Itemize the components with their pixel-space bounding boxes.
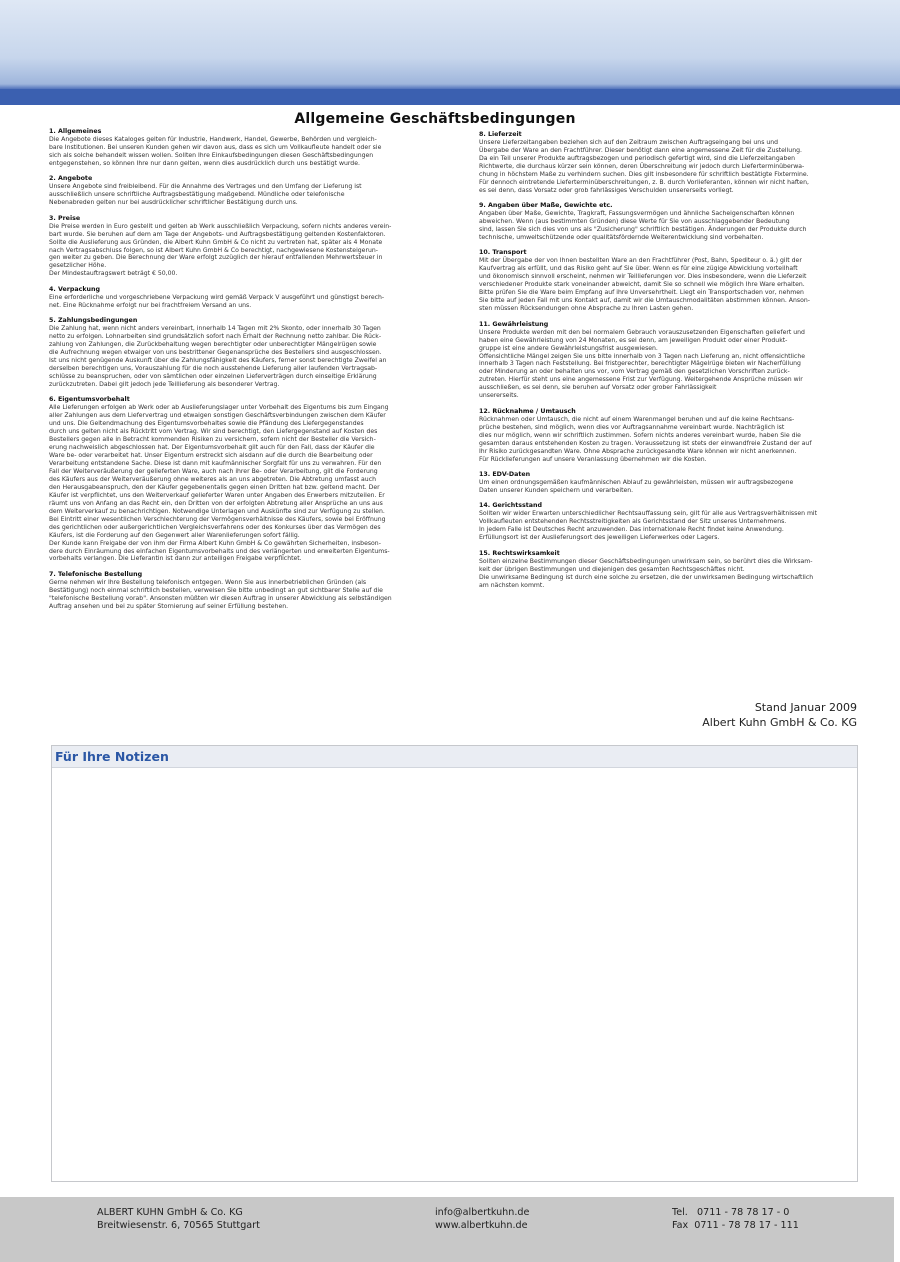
section-body: Die Zahlung hat, wenn nicht anders vereinbart, innerhalb 14 Tagen mit 2% Skonto, oder innerhalb 30 Tagen netto zu erfolgen. Lohnarbeiten sind grundsätzlich sofort nach Erhalt der Rechnung netto zahlbar. Die Rück- zahlung von Zahlungen, die Zurückbehaltung wegen berechtigter oder unberechtigter Mängelrügen sowie die Aufrechnung wegen etwaiger von uns bestrittener Gegenansprüche des Bestellers sind ausgeschlossen. Ist uns nicht genügende Auskunft über die Zahlungsfähigkeit des Käufers, ferner sonst berechtigte Zweifel an derselben berechtigen uns, Vorauszahlung für die noch ausstehende Lieferung aller laufenden Vertragsab- schlüsse zu beanspruchen, oder von sämtlichen oder einzelnen Lieferverträgen durch einseitige Erklärung zurückzutreten. Dabei gilt jedoch jede Teillieferung als besonderer Vertrag. bbox=[49, 325, 387, 388]
section-body: Unsere Lieferzeitangaben beziehen sich auf den Zeitraum zwischen Auftragseingang bei uns und Übergabe der Ware an den Frachtführer. Dieser benötigt dann eine angemessene Zeit für die Zustellung. Da ein Teil unserer Produkte auftragsbezogen und periodisch gefertigt wird, sind die Lieferzeitangaben Richtwerte, die durchaus kürzer sein können, deren Überschreitung wir jedoch durch Lieferterminüberwa- chung in höchstem Maße zu verhindern suchen. Dies gilt insbesondere für schriftlich bestätigte Fixtermine. Für dennoch eintretende Lieferterminüberschreitungen, z. B. durch Vorlieferanten, können wir nicht haften, es sei denn, dass Vorsatz oder grob fahrlässiges Verschulden unsererseits vorliegt. bbox=[479, 139, 809, 194]
terms-section bbox=[479, 202, 871, 242]
footer-edge bbox=[894, 1197, 900, 1262]
section-body: Die Preise werden in Euro gestellt und gelten ab Werk ausschließlich Verpackung, sofern nichts anderes verein- bart wurde. Sie beruhen auf dem am Tage der Angebots- und Auftragsbestätigung geltenden Kostenfaktoren. Sollte die Auslieferung aus Gründen, die Albert Kuhn GmbH & Co nicht zu vertreten hat, später als 4 Monate nach Vertragsabschluss folgen, so ist Albert Kuhn GmbH & Co berechtigt, nachgewiesene Kostensteigerun- gen weiter zu geben. Die Berechnung der Ware erfolgt zuzüglich der hierauf entfallenden Mehrwertsteuer in gesetzlicher Höhe. Der Mindestauftragswert beträgt € 50,00. bbox=[49, 222, 392, 278]
footer-web[interactable]: www.albertkuhn.de bbox=[435, 1220, 528, 1231]
section-heading: 2. Angebote bbox=[49, 175, 93, 183]
terms-section bbox=[479, 550, 871, 590]
footer-address: Breitwiesenstr. 6, 70565 Stuttgart bbox=[97, 1220, 260, 1231]
terms-section bbox=[479, 131, 871, 195]
header-band bbox=[0, 0, 900, 105]
section-body: Rücknahmen oder Umtausch, die nicht auf einem Warenmangel beruhen und auf die keine Rechtsans- prüche bestehen, sind möglich, wenn dies vor Auftragsannahme vereinbart wurde. Nachträglich ist dies nur möglich, wenn wir schriftlich zustimmen. Sofern nichts anderes vereinbart wurde, haben Sie die gesamten daraus entstehenden Kosten zu tragen. Voraussetzung ist stets der einwandfreie Zustand der auf Ihr Risiko zurückgesandten Ware. Ohne Absprache zurückgesandte Ware können wir nicht anerkennen. Für Rücklieferungen auf unsere Veranlassung übernehmen wir die Kosten. bbox=[479, 415, 812, 463]
terms-section bbox=[479, 321, 871, 401]
section-heading: 12. Rücknahme / Umtausch bbox=[479, 407, 576, 415]
section-body: Um einen ordnungsgemäßen kaufmännischen Ablauf zu gewährleisten, müssen wir auftragsbezogene Daten unserer Kunden speichern und verarbeiten. bbox=[479, 478, 794, 494]
footer-company: ALBERT KUHN GmbH & Co. KG bbox=[97, 1207, 243, 1218]
section-heading: 11. Gewährleistung bbox=[479, 320, 549, 328]
section-body: Sollten wir wider Erwarten unterschiedlicher Rechtsauffassung sein, gilt für alle aus Vertragsverhältnissen mit Vollkaufleuten entstehenden Rechtsstreitigkeiten als Gerichtsstand der Sitz unseres Unternehmens. In jedem Falle ist Deutsches Recht anzuwenden. Das internationale Recht findet keine Anwendung. Erfüllungsort ist der Auslieferungsort des jeweiligen Lieferwerkes oder Lagers. bbox=[479, 510, 818, 542]
stand-block bbox=[702, 700, 857, 730]
stand-company: Albert Kuhn GmbH & Co. KG bbox=[702, 716, 857, 729]
terms-column-right bbox=[479, 131, 871, 597]
section-body: Mit der Übergabe der von Ihnen bestellten Ware an den Frachtführer (Post, Bahn, Spediteur o. ä.) gilt der Kaufvertrag als erfüllt, und das Risiko geht auf Sie über. Wenn es für eine zügige Abwicklung vorteilhaft und ökonomisch sinnvoll erscheint, nehmen wir Teillieferungen vor. Dies insbesondere, wenn die Lieferzeit verschiedener Produkte stark voneinander abweicht, damit Sie so schnell wie möglich Ihre Ware erhalten. Bitte prüfen Sie die Ware beim Empfang auf ihre Unversehrtheit. Liegt ein Transportschaden vor, nehmen Sie bitte auf jeden Fall mit uns Kontakt auf, damit wir die Umtauschmodalitäten abstimmen können. Anson- sten müssen Rücksendungen ohne Absprache zu Ihren Lasten gehen. bbox=[479, 257, 810, 313]
section-heading: 1. Allgemeines bbox=[49, 128, 102, 135]
footer-address-block bbox=[97, 1206, 260, 1232]
footer bbox=[0, 1197, 894, 1262]
terms-section bbox=[479, 408, 871, 464]
stand-date: Stand Januar 2009 bbox=[754, 701, 857, 714]
section-body: Gerne nehmen wir Ihre Bestellung telefonisch entgegen. Wenn Sie aus innerbetrieblichen Gründen (als Bestätigung) noch einmal schriftlich bestellen, verweisen Sie bitte unbedingt an gut sichtbarer Stelle auf die "telefonische Bestellung vorab". Ansonsten müßten wir diesen Auftrag in unserer Abwicklung als selbständigen Auftrag ansehen und bei zu später Stornierung auf seiner Erfüllung bestehen. bbox=[49, 578, 392, 610]
terms-section bbox=[49, 215, 441, 279]
section-heading: 7. Telefonische Bestellung bbox=[49, 570, 143, 578]
terms-section bbox=[49, 396, 441, 563]
notes-area[interactable] bbox=[51, 745, 858, 1182]
section-heading: 10. Transport bbox=[479, 249, 527, 257]
section-body: Sollten einzelne Bestimmungen dieser Geschäftsbedingungen unwirksam sein, so berührt dies die Wirksam- keit der übrigen Bestimmungen und diejenigen des gesamten Rechtsgeschäftes nicht. Die unwirksame Bedingung ist durch eine solche zu ersetzen, die der unwirksamen Bedingung wirtschaftlich am nächsten kommt. bbox=[479, 557, 814, 589]
section-heading: 8. Lieferzeit bbox=[479, 131, 522, 138]
section-heading: 9. Angaben über Maße, Gewichte etc. bbox=[479, 202, 613, 210]
section-body: Unsere Angebote sind freibleibend. Für die Annahme des Vertrages und den Umfang der Lieferung ist ausschließlich unsere schriftliche Auftragsbestätigung maßgebend. Mündliche oder telefonische Nebenabreden gelten nur bei ausdrücklicher schriftlicher Bestätigung durch uns. bbox=[49, 183, 362, 207]
page-title: Allgemeine Geschäftsbedingungen bbox=[294, 111, 576, 127]
section-heading: 3. Preise bbox=[49, 214, 81, 222]
section-body: Alle Lieferungen erfolgen ab Werk oder ab Auslieferungslager unter Vorbehalt des Eigentums bis zum Eingang aller Zahlungen aus dem Liefervertrag und etwaigen sonstigen Geschäftsverbindungen zwischen dem Käufer und uns. Die Geltendmachung des Eigentumsvorbehaltes sowie die Pfändung des Liefergegenstandes durch uns gelten nicht als Rücktritt vom Vertrag. Wir sind berechtigt, den Liefergegenstand auf Kosten des Bestellers gegen alle in Betracht kommenden Risiken zu versichern, sofern nicht der Besteller die Versich- erung nachweislich abgeschlossen hat. Der Eigentumsvorbehalt gilt auch für den Fall, dass der Käufer die Ware be- oder verarbeitet hat. Unser Eigentum erstreckt sich alsdann auf die durch die Bearbeitung oder Verarbeitung entstandene Sache. Diese ist dann mit kaufmännischer Sorgfalt für uns zu verwahren. Für den Fall der Weiterveräußerung der gelieferten Ware, auch nach ihrer Be- oder Verarbeitung, gilt die Forderung des Käufers aus der Weiterveräußerung ohne weiteres als an uns abgetreten. Die Abtretung umfasst auch den Herausgabeanspruch, den der Käufer gegebenentalls gegen einen Dritten hat bzw. geltend macht. Der Käufer ist verpflichtet, uns den Weiterverkauf gelieferter Waren unter Angaben des Erwerbers mitzuteilen. Er räumt uns von Anfang an das Recht ein, den Dritten von der erfolgten Abtretung aller Ansprüche an uns aus dem Weiterverkauf zu benachrichtigen. Notwendige Unterlagen und Auskünfte sind zur Verfügung zu stellen. Bei Eintritt einer wesentlichen Verschlechterung der Vermögensverhältnisse des Käufers, sowie bei Eröffnung des gerichtlichen oder außergerichtlichen Vergleichsverfahrens oder des Konkurses über das Vermögen des Käufers, ist die Forderung auf den Gegenwert aller Warenlieferungen sofort fällig. Der Kunde kann Freigabe der von ihm der Firma Albert Kuhn GmbH & Co gewährten Sicherheiten, insbeson- dere durch Einräumung des einfachen Eigentumsvorbehalts und des verlängerten und erweiterten Eigentums- vorbehalts verlangen. Die Lieferantin ist dann zur anteiligen Freigabe verpflichtet. bbox=[49, 404, 390, 563]
header-stripe bbox=[0, 89, 900, 105]
terms-section bbox=[49, 317, 441, 389]
terms-section bbox=[479, 471, 871, 495]
terms-section bbox=[479, 502, 871, 542]
section-body: Die Angebote dieses Kataloges gelten für Industrie, Handwerk, Handel, Gewerbe, Behörden und vergleich- bare Institutionen. Bei unseren Kunden gehen wir davon aus, dass es sich um Vollkaufleute handelt oder sie sich als solche behandelt wissen wollen. Sollten Ihre Einkaufsbedingungen diesen Geschäftsbedingungen entgegenstehen, so können Ihre nur dann gelten, wenn dies ausdrücklich durch uns bestätigt wurde. bbox=[49, 136, 382, 167]
section-heading: 4. Verpackung bbox=[49, 285, 101, 293]
section-body: Angaben über Maße, Gewichte, Tragkraft, Fassungsvermögen und ähnliche Sacheigenschaften können abweichen. Wenn (aus bestimmten Gründen) diese Werte für Sie von ausschlaggebender Bedeutung sind, lassen Sie sich dies von uns als "Zusicherung" schriftlich bestätigen. Änderungen der Produkte durch technische, umweltschützende oder qualitätsfördernde Weiterentwicklung sind vorbehalten. bbox=[479, 210, 807, 242]
terms-section bbox=[49, 571, 441, 611]
footer-fax: Fax 0711 - 78 78 17 - 111 bbox=[672, 1220, 799, 1231]
terms-section bbox=[49, 286, 441, 310]
section-heading: 6. Eigentumsvorbehalt bbox=[49, 396, 130, 404]
section-body: Eine erforderliche und vorgeschriebene Verpackung wird gemäß Verpack V ausgeführt und günstigst berech- net. Eine Rücknahme erfolgt nur bei frachtfreiem Versand an uns. bbox=[49, 293, 385, 309]
footer-contact-block bbox=[435, 1206, 529, 1232]
footer-email[interactable]: info@albertkuhn.de bbox=[435, 1207, 530, 1218]
terms-section bbox=[49, 128, 441, 168]
section-heading: 14. Gerichtsstand bbox=[479, 502, 543, 510]
section-heading: 5. Zahlungsbedingungen bbox=[49, 317, 138, 325]
section-heading: 13. EDV-Daten bbox=[479, 470, 531, 478]
terms-section bbox=[49, 175, 441, 207]
terms-section bbox=[479, 249, 871, 313]
footer-phone-block bbox=[672, 1206, 799, 1232]
terms-column-left bbox=[49, 128, 441, 618]
section-body: Unsere Produkte werden mit den bei normalem Gebrauch vorauszusetzenden Eigenschaften geliefert und haben eine Gewährleistung von 24 Monaten, es sei denn, am jeweiligen Produkt oder einer Produkt- gruppe ist eine andere Gewährleistungsfrist ausgewiesen. Offensichtliche Mängel zeigen Sie uns bitte innerhalb von 3 Tagen nach Lieferung an, nicht offensichtliche innerhalb 3 Tagen nach Feststellung. Bei fristgerechter, berechtigter Mägelrüge bieten wir Nacherfüllung oder Minderung an oder behalten uns vor, vom Vertrag gemäß den gesetzlichen Vorschriften zurück- zutreten. Hierfür steht uns eine angemessene Frist zur Verfügung. Weitergehende Ansprüche müssen wir ausschließen, es sei denn, sie beruhen auf Vorsatz oder grober Fahrlässigkeit unsererseits. bbox=[479, 328, 806, 400]
section-heading: 15. Rechtswirksamkeit bbox=[479, 549, 560, 557]
footer-tel: Tel. 0711 - 78 78 17 - 0 bbox=[672, 1207, 790, 1218]
notes-title: Für Ihre Notizen bbox=[52, 746, 857, 768]
